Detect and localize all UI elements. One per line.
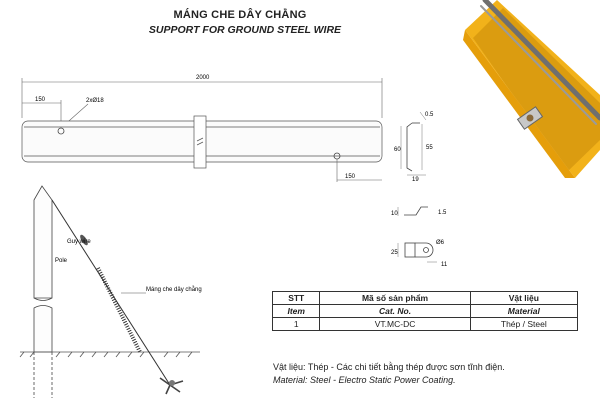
clip-thickness-label: 1.5 xyxy=(438,210,447,216)
cell-item: 1 xyxy=(273,318,320,331)
section-height-label: 60 xyxy=(394,147,401,153)
length-label: 2000 xyxy=(196,75,210,81)
spec-table xyxy=(272,291,578,331)
header-material: Vật liệu xyxy=(470,292,577,305)
guy-wire xyxy=(52,200,183,394)
clip-height-label: 10 xyxy=(391,211,398,217)
product-photo xyxy=(455,0,600,178)
clip-detail xyxy=(398,207,428,216)
bracket-height-label: 25 xyxy=(391,250,398,256)
title-english: SUPPORT FOR GROUND STEEL WIRE xyxy=(148,24,342,36)
table-header-vi xyxy=(273,292,578,305)
guy-wire-label: Guy wire xyxy=(67,239,91,245)
pole xyxy=(34,186,52,398)
material-note-vi: Vật liệu: Thép - Các chi tiết bằng thép được sơn tĩnh điện. xyxy=(273,362,505,372)
section-top-label: 0.5 xyxy=(425,112,434,118)
right-offset-dimension xyxy=(337,159,382,182)
section-width-label: 19 xyxy=(412,177,419,183)
length-dimension xyxy=(22,78,382,118)
header-stt: STT xyxy=(273,292,320,305)
bracket-hole-label: Ø6 xyxy=(436,240,445,246)
ground xyxy=(20,352,200,357)
right-offset-label: 150 xyxy=(345,174,356,180)
section-inner-label: 55 xyxy=(426,145,433,151)
channel-top-view xyxy=(22,116,382,168)
cell-material: Thép / Steel xyxy=(470,318,577,331)
cell-cat-no: VT.MC-DC xyxy=(320,318,470,331)
table-header-en xyxy=(273,305,578,318)
bracket-width-label: 11 xyxy=(441,262,448,268)
bracket-detail xyxy=(398,243,437,262)
support-label: Máng che dây chằng xyxy=(146,287,202,293)
left-offset-label: 150 xyxy=(35,97,46,103)
header-item: Item xyxy=(273,305,320,318)
hole-label: 2xØ18 xyxy=(86,98,104,104)
header-material-en: Material xyxy=(470,305,577,318)
table-row xyxy=(273,318,578,331)
pole-label: Pole xyxy=(55,258,68,264)
channel-cross-section xyxy=(401,112,426,175)
header-product-code: Mã số sản phẩm xyxy=(320,292,470,305)
header-cat-no: Cat. No. xyxy=(320,305,470,318)
title-vietnamese: MÁNG CHE DÂY CHẰNG xyxy=(173,9,307,21)
material-note-en: Material: Steel - Electro Static Power Coating. xyxy=(273,375,456,385)
